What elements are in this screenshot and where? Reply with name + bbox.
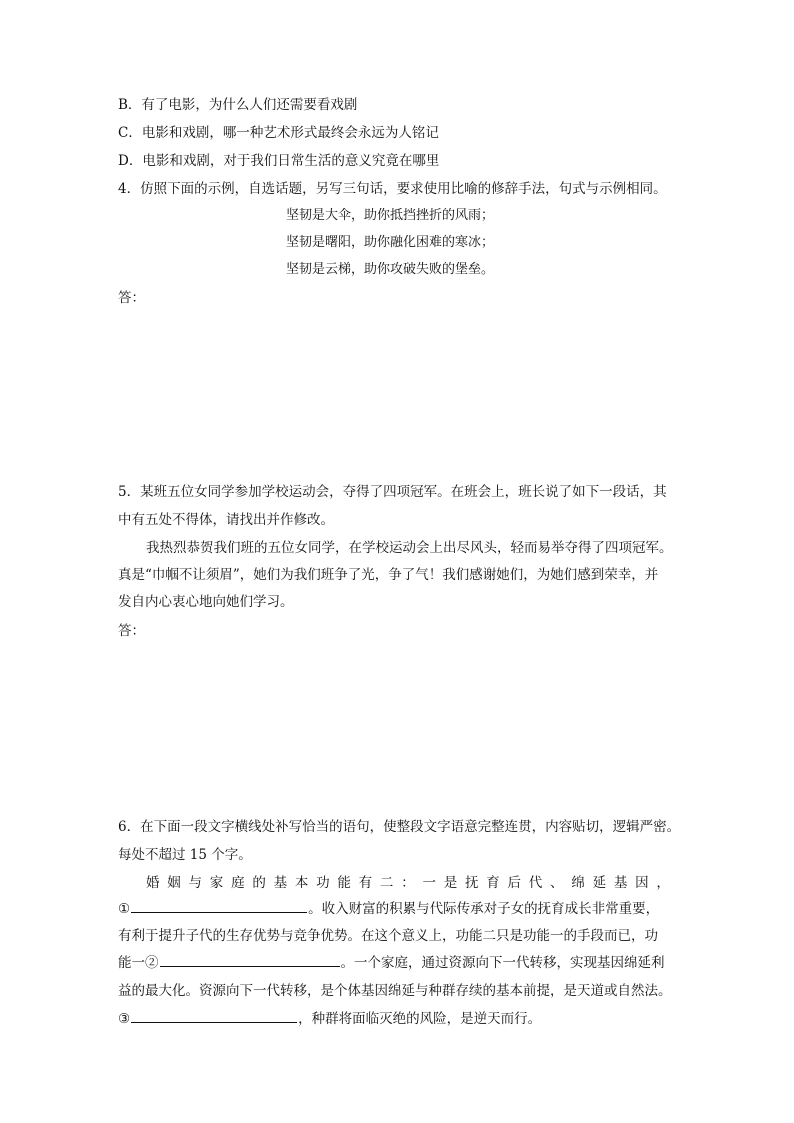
q5-prompt-line2: 中有五处不得体，请找出并作修改。 (118, 512, 334, 528)
q4-answer-label: 答： (118, 290, 145, 306)
q6-para-line1 (146, 874, 670, 892)
q6-para-line5: 益的最大化。资源向下一代转移，是个体基因绵延与种群存续的基本前提，是天道或自然法。 (118, 983, 672, 999)
q6-para-line6 (118, 1010, 541, 1028)
q6-para-line1-char: 婚 (146, 875, 160, 891)
blank-3[interactable] (131, 1010, 297, 1023)
q6-para-line1-char: 的 (252, 875, 266, 891)
q6-para-line1-char: ， (656, 875, 670, 891)
q6-para-line3: 有利于提升子代的生存优势与竞争优势。在这个意义上，功能二只是功能一的手段而已，功 (118, 928, 658, 944)
blank-3-marker: ③ (118, 1011, 131, 1027)
q6-para-line1-char: 、 (550, 875, 564, 891)
q6-prompt-line2: 每处不超过 15 个字。 (118, 847, 252, 863)
q6-para-line4 (118, 954, 665, 972)
option-d: D．电影和戏剧，对于我们日常生活的意义究竟在哪里 (118, 153, 440, 169)
q4-example-1: 坚韧是大伞，助你抵挡挫折的风雨； (286, 208, 495, 223)
q4-prompt: 4．仿照下面的示例，自选话题，另写三句话，要求使用比喻的修辞手法，句式与示例相同。 (118, 181, 667, 197)
q5-answer-label: 答： (118, 623, 145, 639)
q6-para-line1-char: 因 (635, 875, 649, 891)
q6-prompt-line1: 6．在下面一段文字横线处补写恰当的语句，使整段文字语意完整连贯，内容贴切，逻辑严密。 (118, 819, 681, 835)
q6-para-line1-char: 能 (337, 875, 351, 891)
q6-para-line2 (118, 900, 659, 918)
q6-para-line1-char: 后 (507, 875, 522, 891)
q6-para-line1-char: 抚 (464, 875, 479, 891)
q5-passage-line3: 发自内心衷心地向她们学习。 (118, 594, 294, 610)
q6-para-line1-char: 延 (592, 875, 607, 891)
q5-prompt-line1: 5．某班五位女同学参加学校运动会，夺得了四项冠军。在班会上，班长说了如下一段话，其 (118, 484, 667, 500)
blank-1-marker: ① (118, 901, 131, 917)
blank-2[interactable] (160, 954, 340, 967)
q6-para-line1-char: 育 (486, 875, 500, 891)
q4-example-3: 坚韧是云梯，助你攻破失败的堡垒。 (286, 262, 495, 277)
q6-para-line1-char: 是 (443, 875, 458, 891)
q6-before-blank2: 能一② (118, 955, 159, 971)
q6-para-line1-char: 家 (209, 875, 224, 891)
q6-after-blank2: 。一个家庭，通过资源向下一代转移，实现基因绵延利 (340, 955, 665, 971)
q6-para-line1-char: 姻 (167, 875, 181, 891)
q5-passage-line1: 我热烈恭贺我们班的五位女同学，在学校运动会上出尽风头，轻而易举夺得了四项冠军。 (146, 540, 673, 556)
q5-passage-line2: 真是“巾帼不让须眉”，她们为我们班争了光，争了气！我们感谢她们，为她们感到荣幸，并 (118, 567, 659, 583)
q6-para-line1-char: 功 (316, 875, 330, 891)
q6-para-line1-char: 一 (422, 875, 436, 891)
q6-after-blank3: ，种群将面临灭绝的风险，是逆天而行。 (298, 1011, 542, 1027)
q6-para-line1-char: 有 (358, 875, 373, 891)
option-b: B．有了电影，为什么人们还需要看戏剧 (118, 97, 358, 113)
q6-after-blank1: 。收入财富的积累与代际传承对子女的抚育成长非常重要， (308, 901, 660, 917)
blank-1[interactable] (131, 900, 307, 913)
q6-para-line1-char: 本 (294, 875, 309, 891)
q6-para-line1-char: 代 (528, 875, 543, 891)
q4-example-2: 坚韧是曙阳，助你融化困难的寒冰； (286, 235, 495, 250)
q6-para-line1-char: 基 (613, 875, 628, 891)
q6-para-line1-char: 基 (273, 875, 288, 891)
q6-para-line1-char: 与 (188, 875, 203, 891)
q6-para-line1-char: ： (401, 875, 415, 891)
q6-para-line1-char: 二 (379, 875, 394, 891)
option-c: C．电影和戏剧，哪一种艺术形式最终会永远为人铭记 (118, 125, 439, 141)
q6-para-line1-char: 绵 (571, 875, 585, 891)
q6-para-line1-char: 庭 (231, 875, 245, 891)
